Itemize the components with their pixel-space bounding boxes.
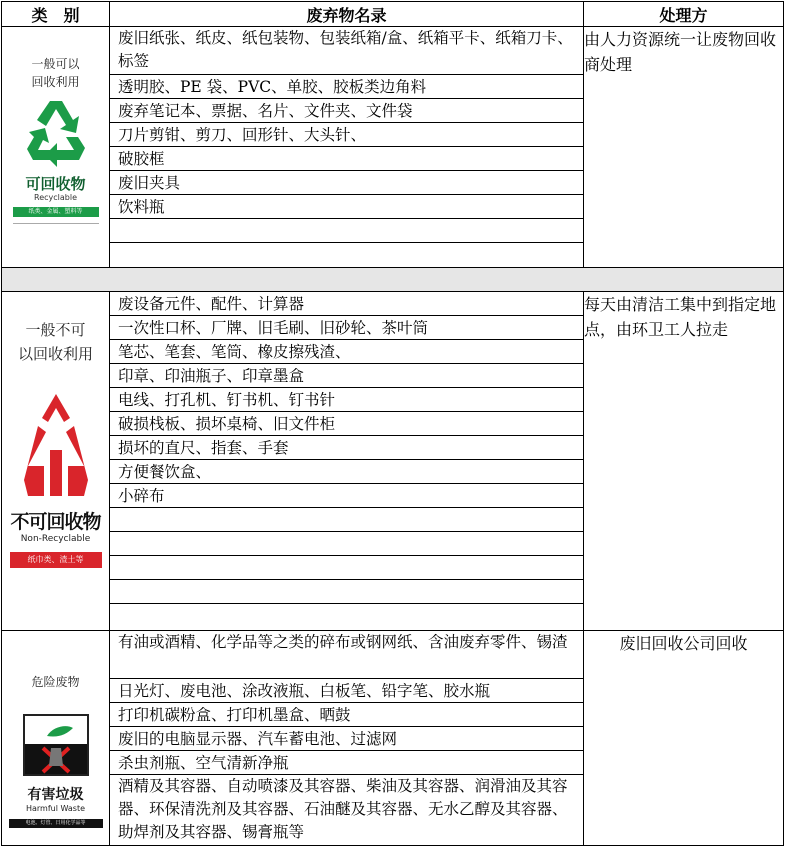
method-cell: 废旧回收公司回收 <box>584 631 784 846</box>
caption-line: 危险废物 <box>31 675 80 689</box>
logo-subtitle: Non-Recyclable <box>20 534 91 544</box>
logo-title: 不可回收物 <box>10 511 101 533</box>
list-item: 废旧纸张、纸皮、纸包装物、包装纸箱/盒、纸箱平卡、纸箱刀卡、标签 <box>110 27 583 75</box>
section-non-recyclable <box>2 292 784 631</box>
items-cell <box>110 631 584 846</box>
list-item: 废旧的电脑显示器、汽车蓄电池、过滤网 <box>110 727 583 751</box>
list-item <box>110 243 583 267</box>
list-item: 印章、印油瓶子、印章墨盒 <box>110 364 583 388</box>
logo-title: 可回收物 <box>25 175 86 193</box>
category-caption <box>2 631 109 690</box>
hazardous-waste-icon <box>23 714 89 776</box>
list-item: 有油或酒精、化学品等之类的碎布或钢网纸、含油废弃零件、锡渣 <box>110 631 583 679</box>
logo-subtitle: Harmful Waste <box>25 804 86 813</box>
recyclable-logo <box>13 97 99 224</box>
header-row <box>2 2 784 27</box>
method-cell: 由人力资源统一让废物回收商处理 <box>584 27 784 268</box>
category-cell <box>2 292 110 631</box>
category-cell <box>2 631 110 846</box>
recycle-icon <box>23 97 89 171</box>
list-item: 破损栈板、损坏桌椅、旧文件柜 <box>110 412 583 436</box>
header-method: 处理方 <box>584 2 784 27</box>
list-item: 电线、打孔机、钉书机、钉书针 <box>110 388 583 412</box>
list-item: 笔芯、笔套、笔筒、橡皮擦残渣、 <box>110 340 583 364</box>
header-name: 废弃物名录 <box>110 2 584 27</box>
section-recyclable <box>2 27 784 268</box>
list-item: 打印机碳粉盒、打印机墨盒、晒鼓 <box>110 703 583 727</box>
category-cell <box>2 27 110 268</box>
list-item <box>110 604 583 630</box>
items-cell <box>110 27 584 268</box>
list-item: 一次性口杯、厂牌、旧毛刷、旧砂轮、茶叶筒 <box>110 316 583 340</box>
caption-line: 回收利用 <box>31 75 80 89</box>
list-item: 方便餐饮盒、 <box>110 460 583 484</box>
hazardous-logo <box>9 714 103 828</box>
caption-line: 以回收利用 <box>17 345 93 363</box>
list-item <box>110 556 583 580</box>
list-item: 废设备元件、配件、计算器 <box>110 292 583 316</box>
caption-line: 一般不可 <box>25 321 86 339</box>
logo-title: 有害垃圾 <box>27 787 84 803</box>
list-item: 杀虫剂瓶、空气清新净瓶 <box>110 751 583 775</box>
list-item <box>110 508 583 532</box>
list-item: 废弃笔记本、票据、名片、文件夹、文件袋 <box>110 99 583 123</box>
category-caption <box>2 292 109 366</box>
list-item: 酒精及其容器、自动喷漆及其容器、柴油及其容器、润滑油及其容器、环保清洗剂及其容器、石油醚及其容器、无水乙醇及其容器、助焊剂及其容器、锡膏瓶等 <box>118 777 568 841</box>
list-item: 日光灯、废电池、涂改液瓶、白板笔、铅字笔、胶水瓶 <box>110 679 583 703</box>
list-item: 破胶框 <box>110 147 583 171</box>
non-recyclable-icon <box>20 392 92 498</box>
list-item: 损坏的直尺、指套、手套 <box>110 436 583 460</box>
header-category: 类 别 <box>2 2 110 27</box>
caption-line: 一般可以 <box>31 57 80 71</box>
list-item <box>110 580 583 604</box>
waste-table <box>1 1 784 846</box>
items-cell <box>110 292 584 631</box>
method-cell: 每天由清洁工集中到指定地点，由环卫工人拉走 <box>584 292 784 631</box>
logo-tag: 电池、灯管、日用化学品等 <box>9 819 103 828</box>
category-caption <box>2 27 109 91</box>
list-item <box>110 219 583 243</box>
list-item: 刀片剪钳、剪刀、回形针、大头针、 <box>110 123 583 147</box>
logo-subtitle: Recyclable <box>34 193 77 202</box>
logo-tag: 纸类、金属、塑料等 <box>13 207 99 217</box>
list-item: 废旧夹具 <box>110 171 583 195</box>
separator-row <box>2 268 784 292</box>
list-item: 小碎布 <box>110 484 583 508</box>
non-recyclable-logo <box>6 392 106 568</box>
separator <box>2 268 784 292</box>
list-item <box>110 532 583 556</box>
section-hazardous <box>2 631 784 846</box>
list-item: 透明胶、PE 袋、PVC、单胶、胶板类边角料 <box>110 75 583 99</box>
list-item: 饮料瓶 <box>110 195 583 219</box>
logo-tag: 纸巾类、渣土等 <box>10 552 102 568</box>
